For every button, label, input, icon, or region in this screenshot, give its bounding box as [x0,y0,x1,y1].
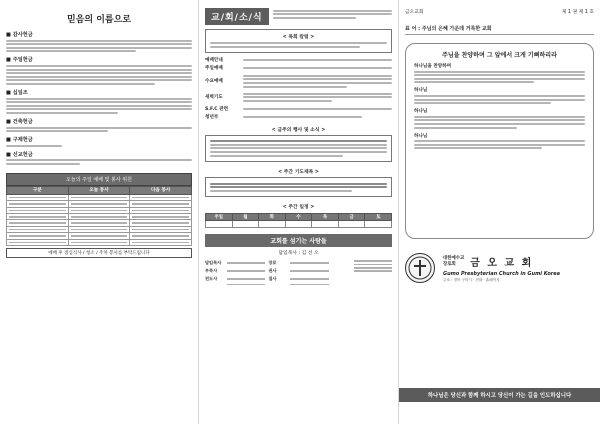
offering-title: 믿음의 이름으로 [67,15,131,25]
header-note [273,8,392,20]
schedule-header: 화 [259,214,286,221]
prayer-subhead: 하나님을 찬양하며 [414,64,452,69]
schedule-header: 목 [312,214,339,221]
section-heading: ■ 주일헌금 [6,57,33,64]
staff-label: 부목사 [205,268,218,274]
staff-label: 권사 [268,268,277,274]
prayer-heading: < 주간 기도제목 > [278,170,319,176]
offering-section [6,56,192,85]
schedule-header: 토 [365,214,392,221]
staff-subtitle: 담임목사 : 김 선 오 [278,251,319,257]
schedule-header: 월 [232,214,259,221]
offering-section [6,136,192,147]
schedule-header: 수 [285,214,312,221]
info-label: 예배안내 [205,58,223,64]
schedule-header: 주일 [206,214,233,221]
prayer-subhead: 하나님 [414,109,428,115]
prayer-subhead: 하나님 [414,133,428,139]
bottom-banner: 하나님은 당신과 함께 하시고 당신이 가는 길을 인도하십니다 [399,388,600,402]
staff-title: 교회를 섬기는 사람들 [205,234,392,247]
section-heading: ■ 십일조 [6,89,28,96]
left-column [0,0,199,424]
news-title: 교/회/소/식 [205,8,269,25]
denomination-top: 대한예수교 [443,256,465,261]
staff-label: 집사 [268,275,277,281]
offering-section [6,89,192,114]
church-seal-icon [405,253,435,283]
church-name: 금 오 교 회 [470,257,534,269]
events-heading: < 금주의 행사 및 소식 > [271,127,326,133]
info-label: 수요예배 [205,79,223,85]
staff-label: 전도사 [205,275,218,281]
staff-label: 장로 [268,260,277,266]
prayer-subhead: 하나님 [414,88,428,94]
info-label: S.F.C 관련 [205,106,229,112]
denomination-bottom: 장로회 [443,262,456,267]
info-label: 주일예배 [205,66,223,72]
service-footer: 예배 후 점심식사 / 청소 / 주차 봉사를 부탁드립니다 [6,248,192,258]
middle-column [199,0,399,424]
meta-left: 금오교회 [405,10,424,15]
schedule-table [205,213,392,228]
schedule-heading: < 주간 일정 > [282,205,315,211]
service-band: 오늘의 주일 예배 및 봉사 위원 [6,173,192,186]
schedule-header: 금 [338,214,365,221]
section-heading: ■ 감사헌금 [6,32,33,38]
worship-info [205,57,392,119]
prayer-box [205,177,392,197]
section-heading: ■ 선교헌금 [6,151,33,158]
church-address: 주소 : 경북 구미시 · 전화 · 홈페이지 [443,277,500,282]
section-heading: ■ 구제헌금 [6,137,33,144]
offering-section [6,31,192,52]
info-label: 새벽기도 [205,95,223,101]
table-header: 오늘 봉사 [68,186,130,194]
church-logo-block [405,253,594,283]
offering-section [6,151,192,165]
right-column [399,0,600,424]
section-heading: ■ 건축헌금 [6,118,33,125]
prayer-heading: 주님을 찬양하며 그 앞에서 크게 기뻐하리라 [442,52,557,59]
prayer-box [405,43,594,239]
table-row [7,239,192,245]
events-box [205,135,392,163]
staff-list [205,258,392,287]
staff-label: 담임목사 [205,260,222,266]
table-row [206,221,392,228]
church-theme: 표 어 : 주님의 은혜 가운데 거룩한 교회 [405,26,492,32]
table-header: 다음 봉사 [130,186,192,194]
table-header: 구분 [7,186,69,194]
church-english-name: Gumo Presbyterian Church in Gumi Korea [443,270,560,277]
column-box [205,29,392,53]
service-table [6,186,192,246]
bulletin-meta [405,8,594,15]
meta-right: 제 1 권 제 1 호 [561,10,594,15]
box-heading: < 목회 칼럼 > [282,35,315,40]
info-label: 청년부 [205,114,219,120]
offering-section [6,118,192,132]
